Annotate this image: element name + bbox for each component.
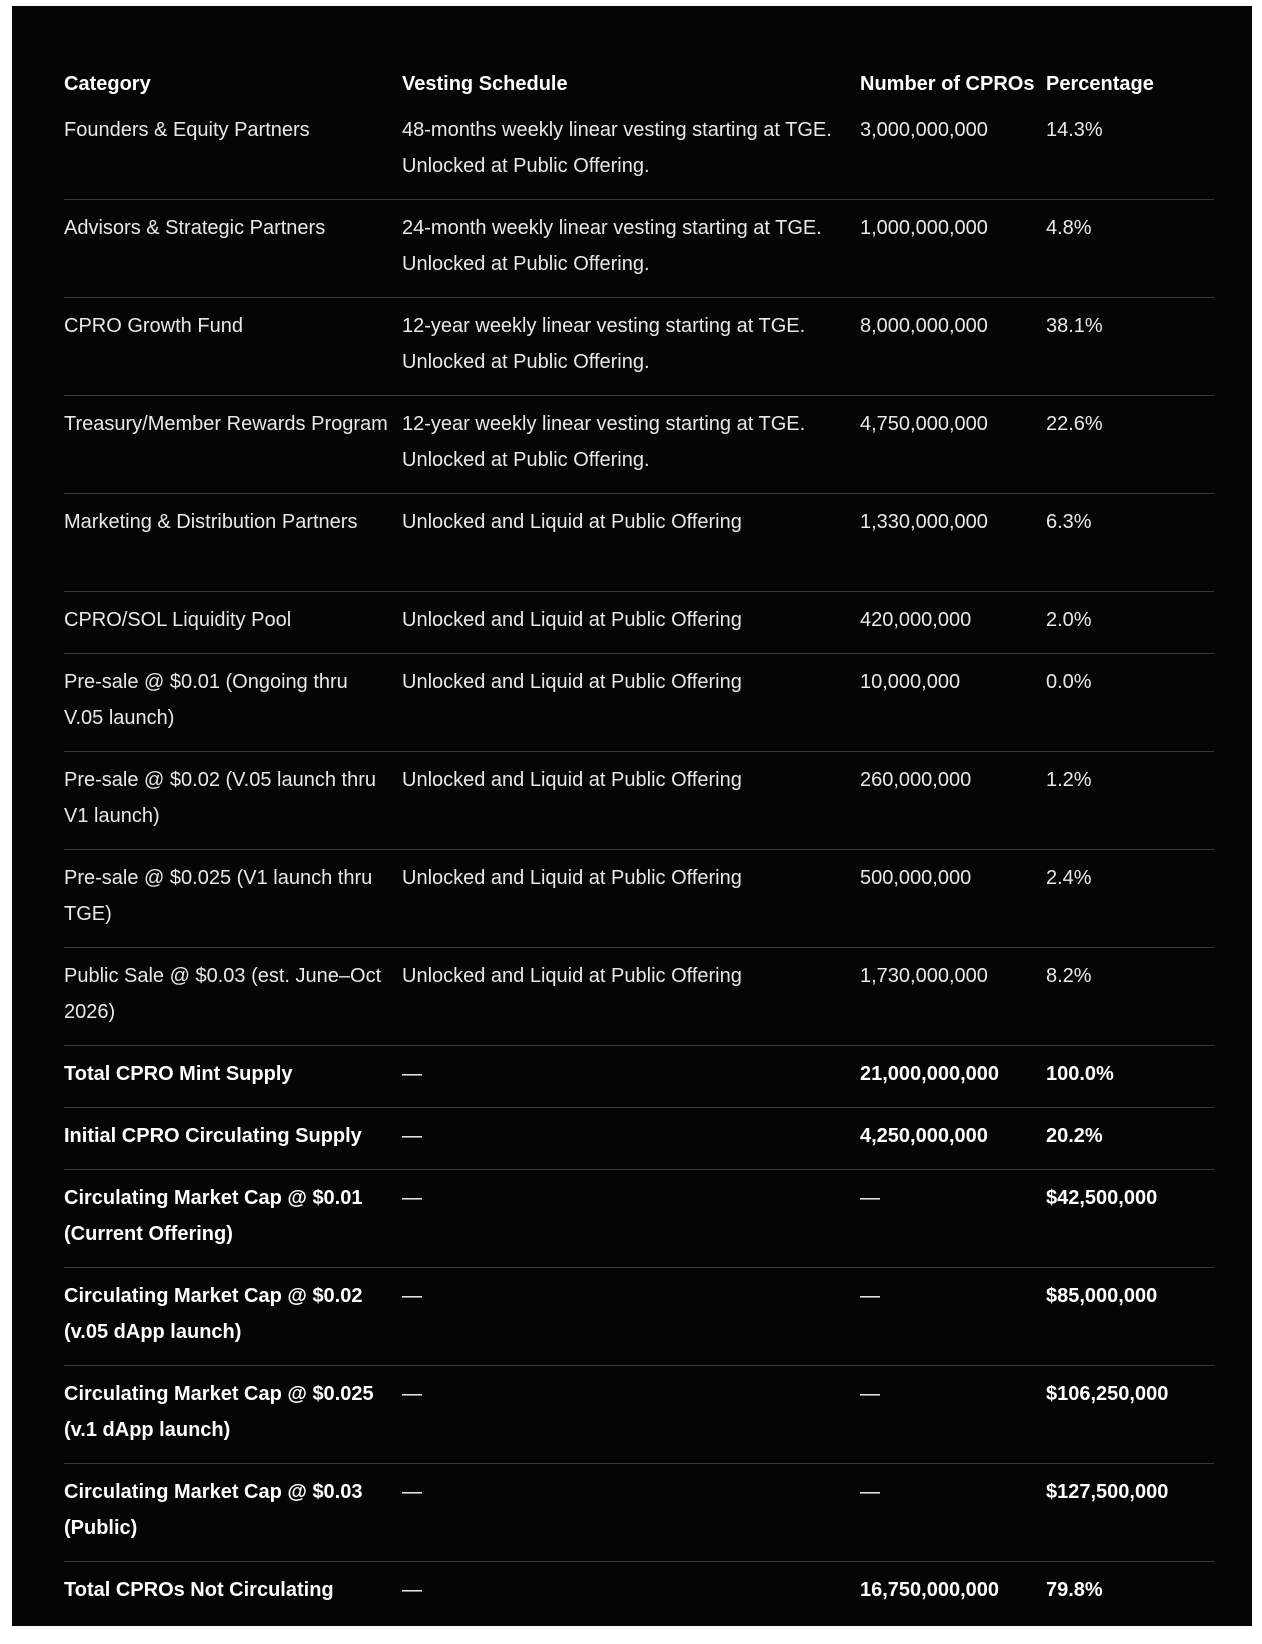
- row-percentage: 8.2%: [1046, 965, 1092, 987]
- summary-percentage: $85,000,000: [1046, 1285, 1158, 1307]
- row-category: Public Sale @ $0.03 (est. June–Oct 2026): [64, 965, 382, 1023]
- row-percentage: 2.4%: [1046, 867, 1092, 889]
- table-row: [64, 752, 1214, 850]
- row-category: CPRO/SOL Liquidity Pool: [64, 609, 292, 631]
- summary-number: 4,250,000,000: [860, 1125, 988, 1147]
- row-category: CPRO Growth Fund: [64, 315, 243, 337]
- row-percentage: 4.8%: [1046, 217, 1092, 239]
- row-percentage: 0.0%: [1046, 671, 1092, 693]
- table-row: [64, 948, 1214, 1046]
- summary-category: Circulating Market Cap @ $0.03 (Public): [64, 1481, 363, 1539]
- row-category: Pre-sale @ $0.01 (Ongoing thru V.05 launch): [64, 671, 348, 729]
- row-vesting: 12-year weekly linear vesting starting at TGE. Unlocked at Public Offering.: [402, 413, 806, 471]
- summary-row: [64, 1562, 1214, 1624]
- header-number-of-cpros: Number of CPROs: [860, 73, 1035, 95]
- tokenomics-table: [64, 20, 1214, 1624]
- summary-row: [64, 1464, 1214, 1562]
- summary-vesting: —: [402, 1383, 422, 1405]
- row-number: 420,000,000: [860, 609, 972, 631]
- row-category: Pre-sale @ $0.025 (V1 launch thru TGE): [64, 867, 373, 925]
- summary-category: Circulating Market Cap @ $0.01 (Current Offering): [64, 1187, 363, 1245]
- summary-vesting: —: [402, 1285, 422, 1307]
- row-number: 1,730,000,000: [860, 965, 988, 987]
- summary-row: [64, 1108, 1214, 1170]
- table-row: [64, 592, 1214, 654]
- row-vesting: Unlocked and Liquid at Public Offering: [402, 609, 742, 631]
- summary-row: [64, 1268, 1214, 1366]
- row-category: Marketing & Distribution Partners: [64, 511, 358, 533]
- summary-vesting: —: [402, 1125, 422, 1147]
- header-category: Category: [64, 73, 151, 95]
- summary-category: Total CPRO Mint Supply: [64, 1063, 293, 1085]
- content-panel: [12, 6, 1252, 1626]
- summary-percentage: 100.0%: [1046, 1063, 1114, 1085]
- summary-row: [64, 1170, 1214, 1268]
- header-percentage: Percentage: [1046, 73, 1154, 95]
- row-category: Pre-sale @ $0.02 (V.05 launch thru V1 launch): [64, 769, 376, 827]
- row-number: 8,000,000,000: [860, 315, 988, 337]
- row-percentage: 1.2%: [1046, 769, 1092, 791]
- row-percentage: 14.3%: [1046, 119, 1103, 141]
- row-vesting: 48-months weekly linear vesting starting at TGE. Unlocked at Public Offering.: [402, 119, 832, 177]
- summary-vesting: —: [402, 1187, 422, 1209]
- table-row: [64, 494, 1214, 592]
- row-number: 10,000,000: [860, 671, 961, 693]
- summary-number: —: [860, 1383, 880, 1405]
- row-percentage: 22.6%: [1046, 413, 1103, 435]
- summary-percentage: 79.8%: [1046, 1579, 1103, 1601]
- row-vesting: 24-month weekly linear vesting starting at TGE. Unlocked at Public Offering.: [402, 217, 822, 275]
- row-percentage: 6.3%: [1046, 511, 1092, 533]
- table-row: [64, 654, 1214, 752]
- row-percentage: 38.1%: [1046, 315, 1103, 337]
- summary-category: Circulating Market Cap @ $0.02 (v.05 dApp launch): [64, 1285, 363, 1343]
- row-number: 1,330,000,000: [860, 511, 988, 533]
- row-number: 3,000,000,000: [860, 119, 988, 141]
- row-vesting: Unlocked and Liquid at Public Offering: [402, 769, 742, 791]
- row-number: 4,750,000,000: [860, 413, 988, 435]
- row-vesting: Unlocked and Liquid at Public Offering: [402, 867, 742, 889]
- table-row: [64, 396, 1214, 494]
- summary-vesting: —: [402, 1481, 422, 1503]
- summary-category: Total CPROs Not Circulating: [64, 1579, 334, 1601]
- summary-row: [64, 1046, 1214, 1108]
- summary-number: —: [860, 1187, 880, 1209]
- header-vesting-schedule: Vesting Schedule: [402, 73, 568, 95]
- table-row: [64, 200, 1214, 298]
- row-vesting: Unlocked and Liquid at Public Offering: [402, 511, 742, 533]
- row-category: Treasury/Member Rewards Program: [64, 413, 388, 435]
- summary-number: 16,750,000,000: [860, 1579, 1000, 1601]
- summary-percentage: $127,500,000: [1046, 1481, 1169, 1503]
- row-vesting: 12-year weekly linear vesting starting at TGE. Unlocked at Public Offering.: [402, 315, 806, 373]
- summary-vesting: —: [402, 1579, 422, 1601]
- table-row: [64, 112, 1214, 200]
- summary-number: —: [860, 1285, 880, 1307]
- summary-percentage: 20.2%: [1046, 1125, 1103, 1147]
- row-vesting: Unlocked and Liquid at Public Offering: [402, 671, 742, 693]
- summary-row: [64, 1366, 1214, 1464]
- summary-vesting: —: [402, 1063, 422, 1085]
- table-row: [64, 298, 1214, 396]
- summary-category: Initial CPRO Circulating Supply: [64, 1125, 362, 1147]
- summary-number: 21,000,000,000: [860, 1063, 1000, 1085]
- row-vesting: Unlocked and Liquid at Public Offering: [402, 965, 742, 987]
- table-row: [64, 850, 1214, 948]
- row-number: 500,000,000: [860, 867, 972, 889]
- row-percentage: 2.0%: [1046, 609, 1092, 631]
- summary-percentage: $106,250,000: [1046, 1383, 1169, 1405]
- table-header: [64, 20, 1214, 112]
- summary-percentage: $42,500,000: [1046, 1187, 1158, 1209]
- summary-number: —: [860, 1481, 880, 1503]
- row-number: 1,000,000,000: [860, 217, 988, 239]
- row-category: Advisors & Strategic Partners: [64, 217, 326, 239]
- row-category: Founders & Equity Partners: [64, 119, 310, 141]
- row-number: 260,000,000: [860, 769, 972, 791]
- summary-category: Circulating Market Cap @ $0.025 (v.1 dApp launch): [64, 1383, 374, 1441]
